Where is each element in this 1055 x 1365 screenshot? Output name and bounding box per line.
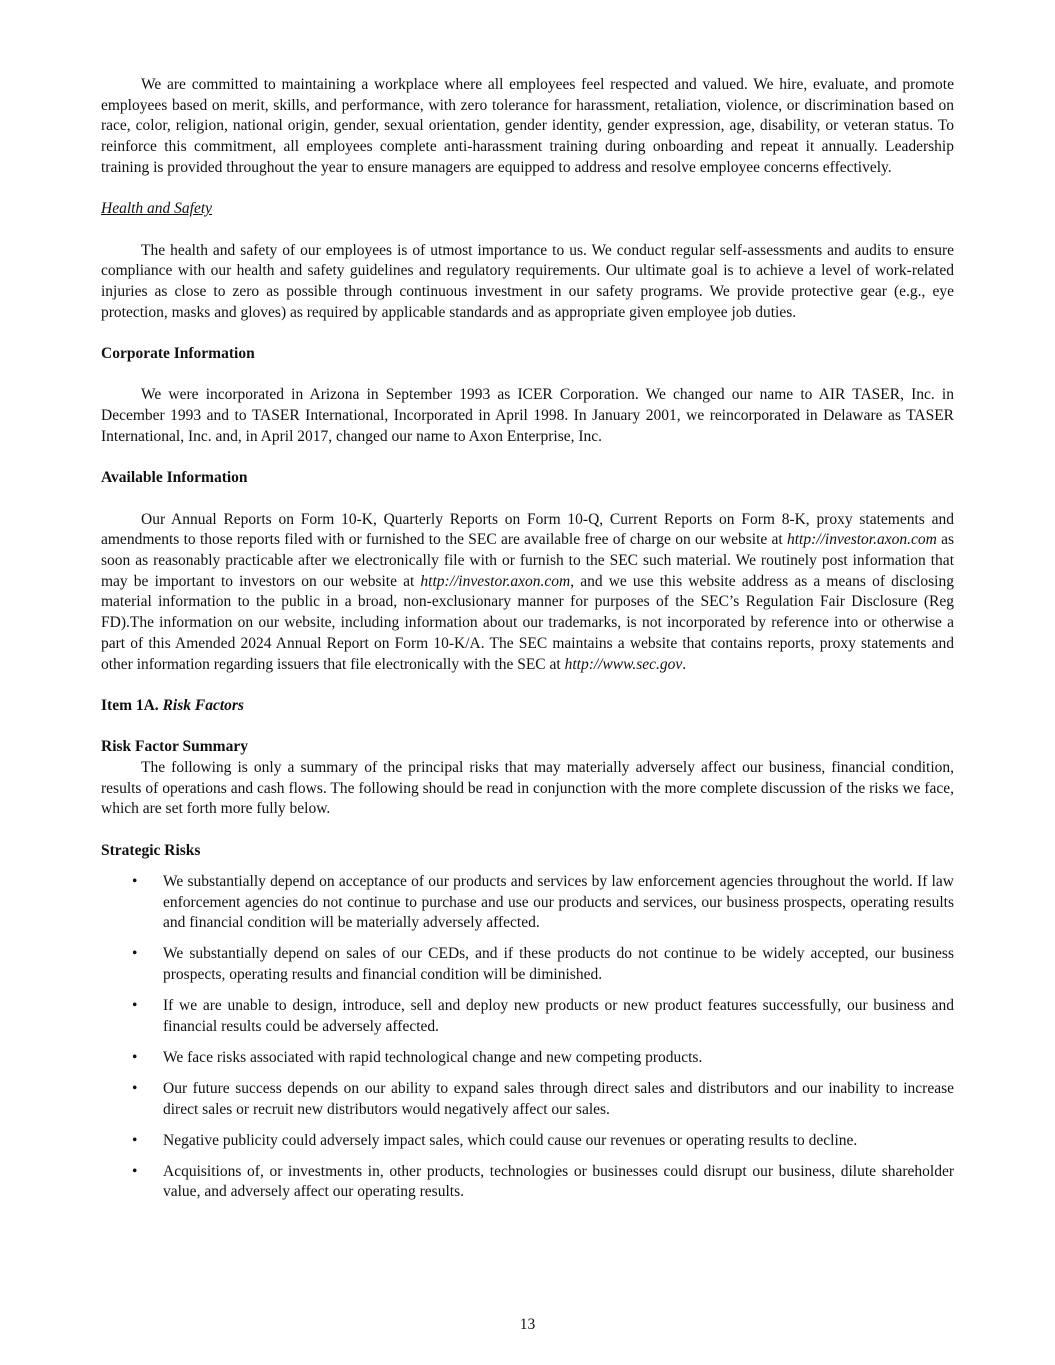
available-info-text-3: , and we use this website address as a means of disclosing material information to the public in a broad, non-exclusionary manner for purposes of the SEC’s Regulation Fair Disclosure (Reg FD).The information on our website, including information about our trademarks, is not incorporated by reference into or otherwise a part of this Amended 2024 Annual Report on Form 10-K/A. The SEC maintains a website that contains reports, proxy statements and other information regarding issuers that file electronically with the SEC at — [101, 572, 954, 673]
list-item — [101, 944, 954, 985]
available-info-text-1: Our Annual Reports on Form 10-K, Quarterly Reports on Form 10-Q, Current Reports on Form 8-K, proxy statements and amendments to those reports filed with or furnished to the SEC are available free of charge on our website at — [101, 510, 954, 549]
bullet-icon: • — [132, 873, 138, 891]
list-item — [101, 996, 954, 1037]
available-info-text-2: as soon as reasonably practicable after we electronically file with or furnish to the SEC such material. We routinely post information that may be important to investors on our website at — [101, 531, 954, 590]
investor-website-link-2[interactable]: http://investor.axon.com — [420, 572, 571, 590]
list-item — [101, 1162, 954, 1203]
available-info-paragraph — [101, 510, 954, 676]
corporate-info-paragraph: We were incorporated in Arizona in September 1993 as ICER Corporation. We changed our name to AIR TASER, Inc. in December 1993 and to TASER International, Incorporated in April 1998. In January 2001, we reincorporated in Delaware as TASER International, Inc. and, in April 2017, changed our name to Axon Enterprise, Inc. — [101, 386, 954, 445]
bullet-icon: • — [132, 1162, 138, 1180]
list-item — [101, 1079, 954, 1120]
available-info-text-4: . — [682, 655, 687, 673]
list-item-text: Negative publicity could adversely impact sales, which could cause our revenues or operating results to decline. — [163, 1131, 858, 1149]
list-item-text: We substantially depend on acceptance of our products and services by law enforcement agencies throughout the world. If law enforcement agencies do not continue to purchase and use our products and services, our business prospects, operating results and financial condition will be materially adversely affected. — [163, 873, 954, 932]
investor-website-link[interactable]: http://investor.axon.com — [787, 531, 937, 549]
strategic-risks-list — [101, 872, 954, 1203]
item-1a-heading — [101, 696, 954, 717]
bullet-icon: • — [132, 1131, 138, 1149]
bullet-icon: • — [132, 1048, 138, 1066]
list-item-text: Acquisitions of, or investments in, other products, technologies or businesses could disrupt our business, dilute shareholder value, and adversely affect our operating results. — [163, 1162, 954, 1201]
bullet-icon: • — [132, 1079, 138, 1097]
health-safety-paragraph: The health and safety of our employees is of utmost importance to us. We conduct regular self-assessments and audits to ensure compliance with our health and safety guidelines and regulatory requirements. Our ultimate goal is to achieve a level of work-related injuries as close to zero as possible through continuous investment in our safety programs. We provide protective gear (e.g., eye protection, masks and gloves) as required by applicable standards and as appropriate given employee job duties. — [101, 241, 954, 321]
bullet-icon: • — [132, 997, 138, 1015]
item-1a-title: Risk Factors — [162, 696, 244, 714]
sec-website-link[interactable]: http://www.sec.gov — [564, 655, 683, 673]
item-1a-label: Item 1A. — [101, 696, 163, 714]
document-page — [101, 75, 954, 1203]
list-item-text: Our future success depends on our ability to expand sales through direct sales and distributors and our inability to increase direct sales or recruit new distributors would negatively affect our sales. — [163, 1079, 954, 1118]
list-item-text: If we are unable to design, introduce, sell and deploy new products or new product features successfully, our business and financial results could be adversely affected. — [163, 997, 954, 1035]
list-item-text: We substantially depend on sales of our CEDs, and if these products do not continue to be widely accepted, our business prospects, operating results and financial condition will be diminished. — [163, 945, 954, 984]
list-item — [101, 872, 954, 934]
corporate-info-heading: Corporate Information — [101, 345, 255, 363]
available-info-heading: Available Information — [101, 469, 248, 487]
list-item — [101, 1048, 954, 1069]
list-item-text: We face risks associated with rapid technological change and new competing products. — [163, 1048, 703, 1066]
risk-summary-paragraph: The following is only a summary of the principal risks that may materially adversely affect our business, financial condition, results of operations and cash flows. The following should be read in conjunction with the more complete discussion of the risks we face, which are set forth more fully below. — [101, 759, 954, 818]
bullet-icon: • — [132, 945, 138, 963]
page-number: 13 — [519, 1316, 536, 1333]
intro-paragraph: We are committed to maintaining a workplace where all employees feel respected and valued. We hire, evaluate, and promote employees based on merit, skills, and performance, with zero tolerance for harassment, retaliation, violence, or discrimination based on race, color, religion, national origin, gender, sexual orientation, gender identity, gender expression, age, disability, or veteran status. To reinforce this commitment, all employees complete anti-harassment training during onboarding and repeat it annually. Leadership training is provided throughout the year to ensure managers are equipped to address and resolve employee concerns effectively. — [101, 76, 954, 176]
health-safety-heading — [101, 199, 954, 220]
strategic-risks-heading: Strategic Risks — [101, 841, 201, 859]
risk-summary-heading: Risk Factor Summary — [101, 738, 248, 756]
list-item — [101, 1131, 954, 1152]
health-safety-heading-text: Health and Safety — [101, 200, 213, 218]
